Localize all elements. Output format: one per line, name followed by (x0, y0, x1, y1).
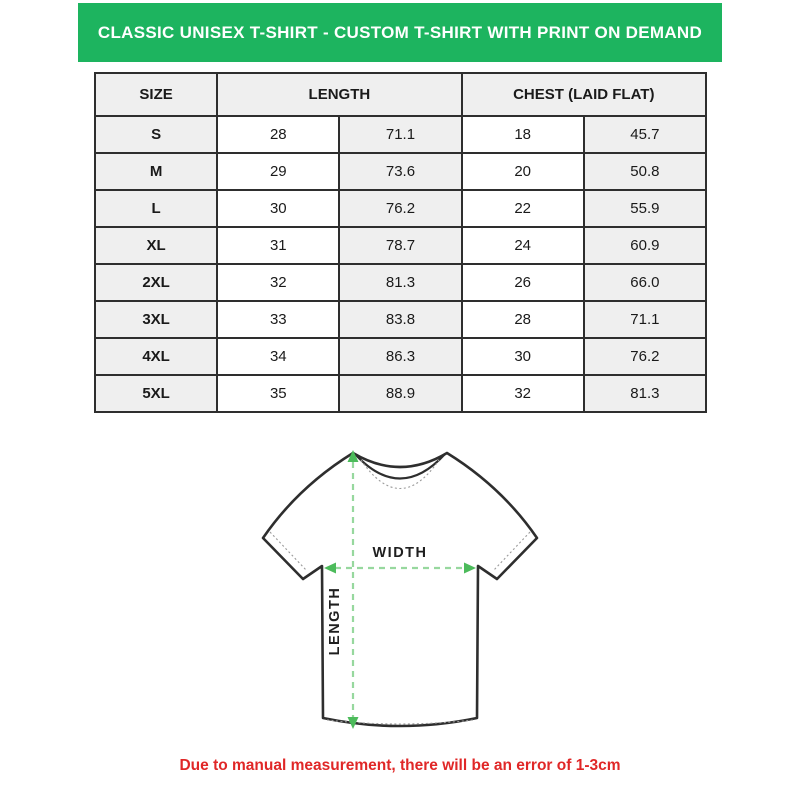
length-in-cell: 34 (217, 338, 339, 375)
page-title: CLASSIC UNISEX T-SHIRT - CUSTOM T-SHIRT WITH PRINT ON DEMAND (97, 22, 703, 42)
length-cm-cell: 88.9 (339, 375, 461, 412)
chest-in-cell: 28 (462, 301, 584, 338)
size-chart (94, 72, 707, 413)
chest-cm-cell: 45.7 (584, 116, 706, 153)
size-cell: 3XL (95, 301, 217, 338)
chest-cm-cell: 76.2 (584, 338, 706, 375)
table-row (95, 375, 706, 412)
chest-cm-cell: 50.8 (584, 153, 706, 190)
col-header-size: SIZE (95, 73, 217, 116)
size-cell: M (95, 153, 217, 190)
length-in-cell: 31 (217, 227, 339, 264)
length-cm-cell: 83.8 (339, 301, 461, 338)
chest-cm-cell: 60.9 (584, 227, 706, 264)
length-cm-cell: 86.3 (339, 338, 461, 375)
chest-cm-cell: 81.3 (584, 375, 706, 412)
length-cm-cell: 81.3 (339, 264, 461, 301)
table-row (95, 227, 706, 264)
table-row (95, 153, 706, 190)
measurement-error-note: Due to manual measurement, there will be an error of 1-3cm (179, 757, 621, 774)
chest-in-cell: 20 (462, 153, 584, 190)
tshirt-outline (263, 453, 537, 726)
col-header-length: LENGTH (217, 73, 461, 116)
chest-in-cell: 18 (462, 116, 584, 153)
col-header-chest: CHEST (LAID FLAT) (462, 73, 706, 116)
table-row (95, 264, 706, 301)
length-cm-cell: 76.2 (339, 190, 461, 227)
tshirt-diagram (240, 435, 560, 755)
size-chart-table (94, 72, 707, 413)
header-row (95, 73, 706, 116)
length-cm-cell: 78.7 (339, 227, 461, 264)
chest-cm-cell: 55.9 (584, 190, 706, 227)
length-in-cell: 32 (217, 264, 339, 301)
length-label: LENGTH (327, 586, 343, 656)
size-cell: L (95, 190, 217, 227)
length-cm-cell: 71.1 (339, 116, 461, 153)
length-in-cell: 33 (217, 301, 339, 338)
chest-cm-cell: 71.1 (584, 301, 706, 338)
table-row (95, 116, 706, 153)
size-cell: 4XL (95, 338, 217, 375)
size-cell: XL (95, 227, 217, 264)
size-cell: S (95, 116, 217, 153)
size-cell: 2XL (95, 264, 217, 301)
chest-in-cell: 30 (462, 338, 584, 375)
table-row (95, 190, 706, 227)
size-cell: 5XL (95, 375, 217, 412)
length-in-cell: 35 (217, 375, 339, 412)
chest-in-cell: 22 (462, 190, 584, 227)
title-banner (78, 3, 722, 62)
table-row (95, 301, 706, 338)
width-label: WIDTH (372, 545, 428, 561)
length-in-cell: 30 (217, 190, 339, 227)
length-cm-cell: 73.6 (339, 153, 461, 190)
chest-in-cell: 32 (462, 375, 584, 412)
chest-in-cell: 26 (462, 264, 584, 301)
length-in-cell: 28 (217, 116, 339, 153)
chest-cm-cell: 66.0 (584, 264, 706, 301)
chest-in-cell: 24 (462, 227, 584, 264)
table-row (95, 338, 706, 375)
length-in-cell: 29 (217, 153, 339, 190)
